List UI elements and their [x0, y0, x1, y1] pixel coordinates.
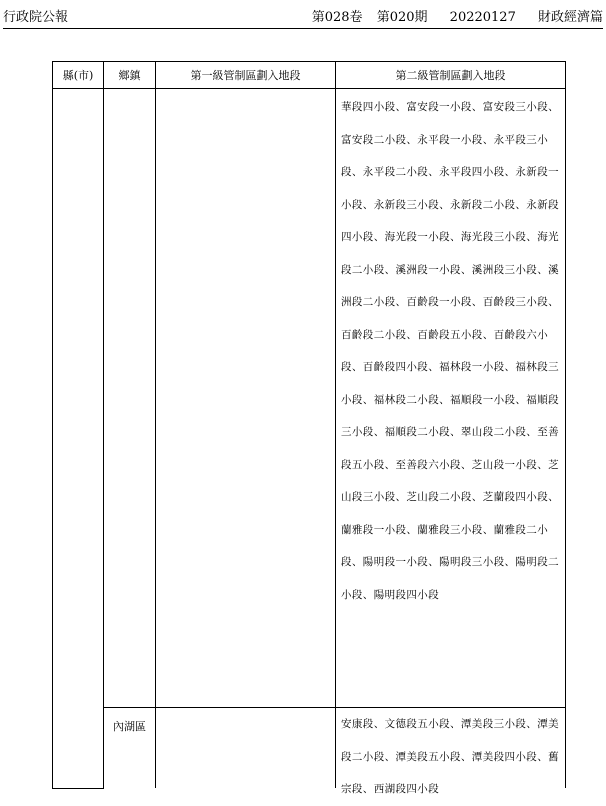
town-cell: [104, 89, 156, 708]
issue-date: 20220127: [449, 10, 516, 25]
control-zone-table: [52, 61, 566, 795]
column-header-town: 鄉鎮: [104, 62, 156, 89]
issue-info: [312, 8, 603, 28]
issue-number: 第020期: [376, 10, 428, 25]
level2-segments-text: 華段四小段、富安段一小段、富安段三小段、富安段二小段、永平段一小段、永平段三小段、永平段二小段、永平段四小段、永新段一小段、永新段三小段、永新段二小段、永新段四小段、海光段一小段、海光段三小段、海光段二小段、溪洲段一小段、溪洲段三小段、溪洲段二小段、百齡段一小段、百齡段三小段、百齡段二小段、百齡段五小段、百齡段六小段、百齡段四小段、福林段一小段、福林段三小段、福林段二小段、福順段一小段、福順段三小段、福順段二小段、翠山段二小段、至善段五小段、至善段六小段、芝山段一小段、芝山段三小段、芝山段二小段、芝蘭段四小段、蘭雅段一小段、蘭雅段三小段、蘭雅段二小段、陽明段一小段、陽明段三小段、陽明段二小段、陽明段四小段: [341, 101, 559, 601]
table-row: [53, 708, 566, 789]
table-header-row: [53, 62, 566, 89]
column-header-county: 縣(市): [53, 62, 104, 89]
town-cell: [104, 708, 156, 789]
publication-title: 行政院公報: [3, 10, 69, 25]
column-header-level1: 第一級管制區劃入地段: [156, 62, 336, 89]
table-row: [53, 89, 566, 708]
level1-cell: [156, 89, 336, 708]
level1-cell: [156, 708, 336, 789]
column-header-level2: 第二級管制區劃入地段: [336, 62, 566, 89]
volume-number: 第028卷: [311, 10, 363, 25]
level2-segments-text: 安康段、文德段五小段、潭美段三小段、潭美段二小段、潭美段五小段、潭美段四小段、舊宗段、西湖段四小段: [341, 718, 559, 795]
section-name: 財政經濟篇: [537, 10, 603, 25]
town-name: 內湖區: [113, 720, 146, 733]
page-header: [3, 8, 603, 29]
level2-cell: [336, 708, 566, 795]
county-cell: [53, 89, 104, 789]
level2-cell: [336, 89, 566, 708]
